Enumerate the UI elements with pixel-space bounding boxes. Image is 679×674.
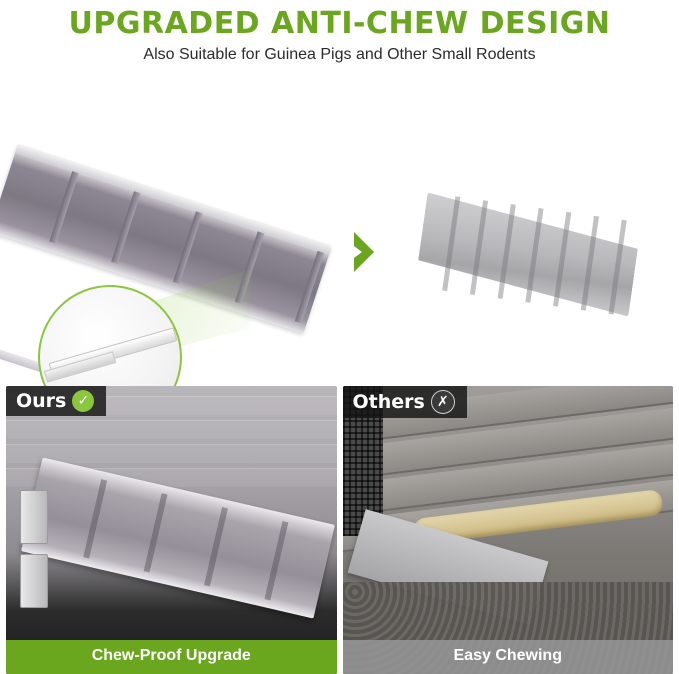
others-photo xyxy=(343,386,674,674)
comparison-pane-others xyxy=(343,386,674,674)
badge-ours-label: Ours xyxy=(16,390,67,412)
badge-others xyxy=(343,386,467,418)
hinge-bracket xyxy=(20,554,48,608)
page-subtitle: Also Suitable for Guinea Pigs and Other Small Rodents xyxy=(143,45,536,63)
product-showcase-panel xyxy=(0,72,679,375)
header xyxy=(0,0,679,68)
check-circle-icon: ✓ xyxy=(72,390,94,412)
hinge-bracket xyxy=(20,490,48,544)
cross-circle-icon: ✗ xyxy=(431,390,455,414)
ramp-rung xyxy=(144,493,168,572)
badge-ours xyxy=(6,386,106,416)
coop-plank xyxy=(6,420,337,439)
ours-photo xyxy=(6,386,337,674)
ramp-rung xyxy=(204,507,228,586)
chevron-right-icon xyxy=(352,232,386,272)
badge-others-label: Others xyxy=(352,391,425,413)
comparison-section xyxy=(0,386,679,674)
caption-ours: Chew-Proof Upgrade xyxy=(6,640,337,674)
comparison-pane-ours xyxy=(6,386,337,674)
ramp-rung xyxy=(264,521,288,600)
caption-others: Easy Chewing xyxy=(343,640,674,674)
plastic-ramp-image xyxy=(414,192,641,316)
ramp-rung xyxy=(83,479,107,558)
page-title: UPGRADED ANTI-CHEW DESIGN xyxy=(68,6,611,41)
